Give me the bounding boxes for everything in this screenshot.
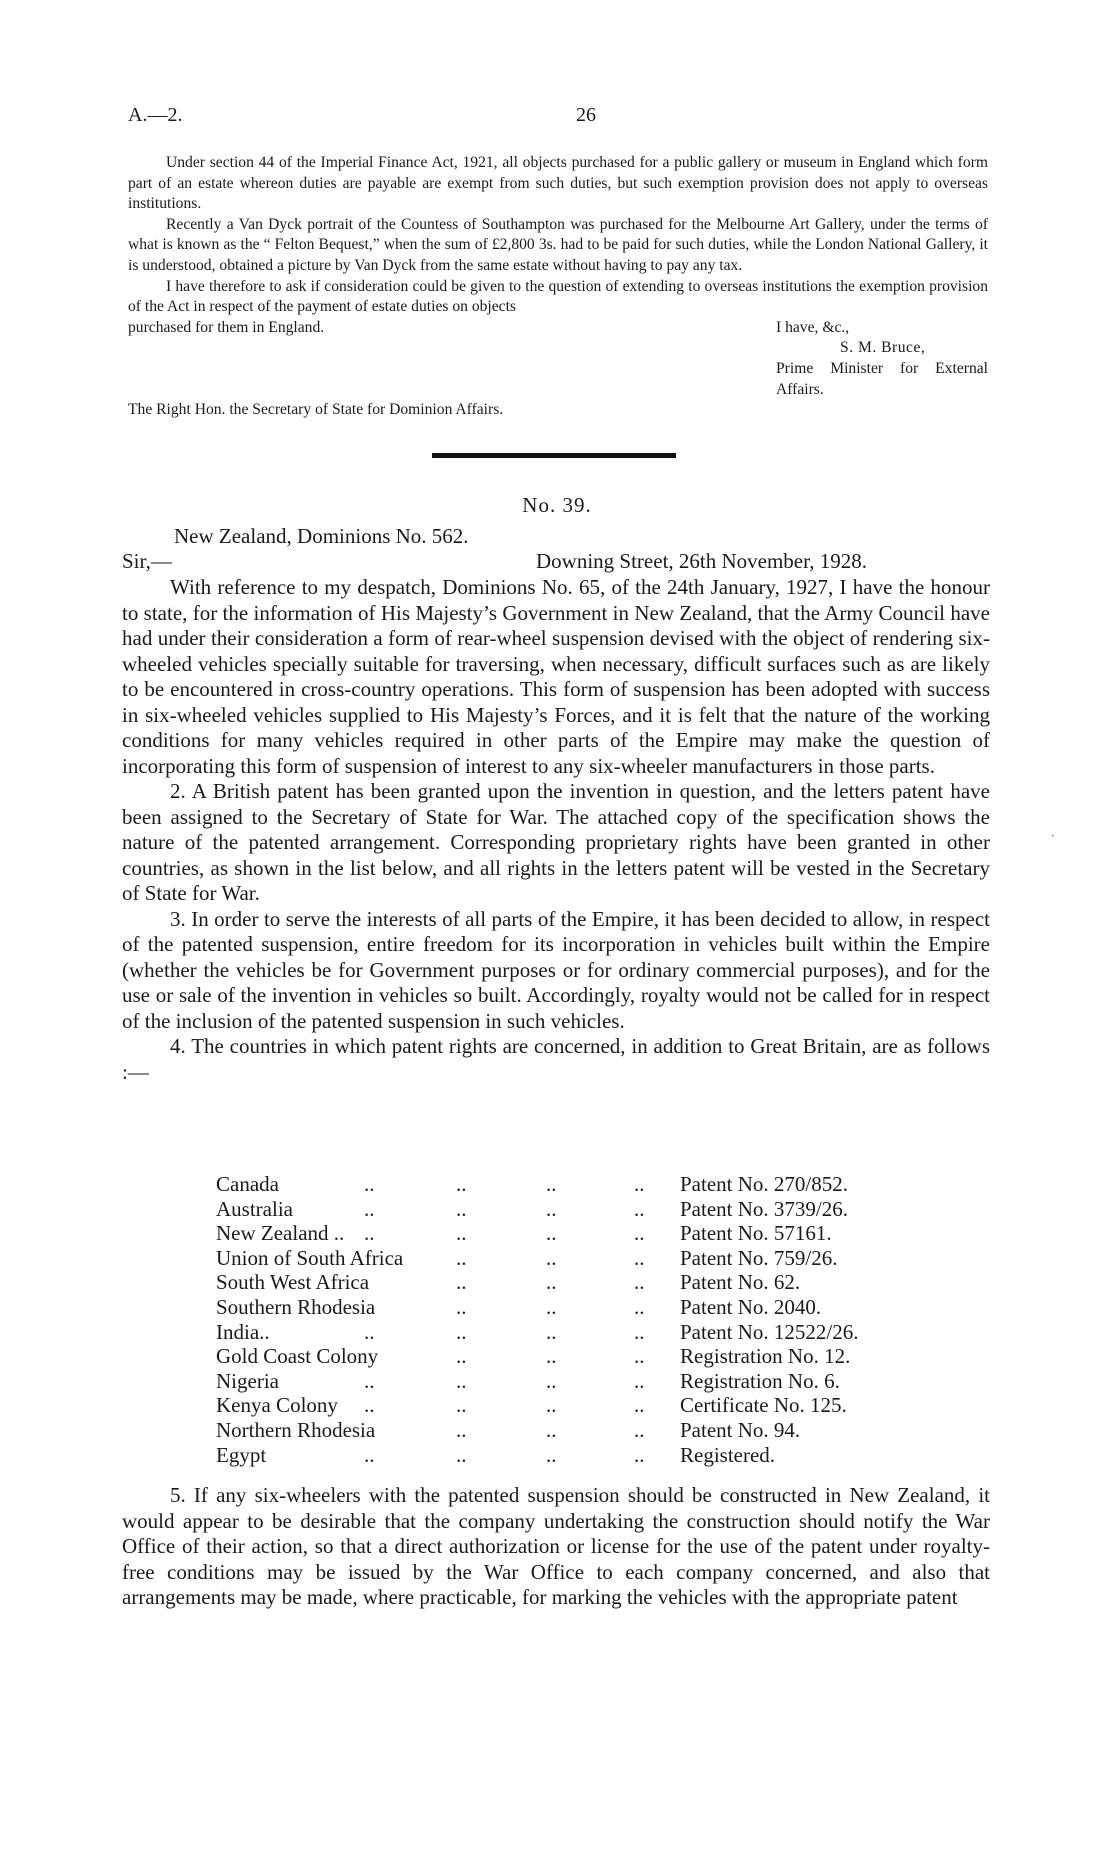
patent-country: Union of South Africa — [216, 1245, 404, 1270]
dot-leader: .. — [546, 1196, 557, 1221]
dot-leader: .. — [546, 1270, 557, 1295]
patent-number: Patent No. 62. — [680, 1270, 801, 1295]
body-paragraph: 4. The countries in which patent rights are concerned, in addition to Great Britain, are as follows :— — [122, 1034, 990, 1084]
patent-country: Australia — [216, 1196, 293, 1221]
dot-leader: .. — [546, 1344, 557, 1369]
dot-leader: .. — [546, 1172, 557, 1196]
patent-number: Registration No. 6. — [680, 1368, 840, 1393]
dot-leader: .. — [456, 1319, 467, 1344]
dot-leader: .. — [546, 1368, 557, 1393]
patent-row — [216, 1320, 936, 1345]
dot-leader: .. — [546, 1221, 557, 1246]
patent-number: Registration No. 12. — [680, 1344, 851, 1369]
dispatch-reference: New Zealand, Dominions No. 562. — [174, 524, 469, 548]
margin-mark: · — [1050, 828, 1056, 845]
dot-leader: .. — [364, 1393, 375, 1418]
salutation: Sir,— — [122, 549, 172, 573]
dot-leader: .. — [456, 1270, 467, 1295]
dot-leader: .. — [456, 1196, 467, 1221]
dot-leader: .. — [634, 1221, 645, 1246]
page-header — [128, 104, 988, 134]
patent-number: Patent No. 12522/26. — [680, 1319, 859, 1344]
dot-leader: .. — [634, 1417, 645, 1442]
dot-leader: .. — [456, 1393, 467, 1418]
dot-leader: .. — [546, 1442, 557, 1467]
document-reference: A.—2. — [128, 104, 183, 126]
dot-leader: .. — [634, 1442, 645, 1467]
dot-leader: .. — [364, 1368, 375, 1393]
patent-country: New Zealand .. — [216, 1221, 345, 1246]
dot-leader: .. — [634, 1319, 645, 1344]
dot-leader: .. — [456, 1344, 467, 1369]
dot-leader: .. — [364, 1221, 375, 1246]
patent-country: Kenya Colony — [216, 1393, 338, 1418]
dispatch-body-continued — [122, 1483, 990, 1611]
patent-country: Nigeria — [216, 1368, 279, 1393]
dot-leader: .. — [456, 1368, 467, 1393]
closing-text: purchased for them in England. — [128, 318, 325, 336]
patent-row — [216, 1344, 936, 1369]
patent-country: Canada — [216, 1172, 279, 1196]
dot-leader: .. — [634, 1344, 645, 1369]
patent-country: Northern Rhodesia — [216, 1417, 376, 1442]
dot-leader: .. — [634, 1270, 645, 1295]
salutation-line — [122, 549, 990, 575]
patent-row — [216, 1172, 936, 1197]
dot-leader: .. — [456, 1172, 467, 1196]
dispatch-date: Downing Street, 26th November, 1928. — [536, 549, 868, 573]
dot-leader: .. — [364, 1196, 375, 1221]
patent-number: Patent No. 57161. — [680, 1221, 832, 1246]
patent-number: Certificate No. 125. — [680, 1393, 847, 1418]
patent-number: Patent No. 94. — [680, 1417, 801, 1442]
letter-paragraph: Under section 44 of the Imperial Finance Act, 1921, all objects purchased for a public gallery or museum in England which form part of an estate whereon duties are payable are exempt from such duties, but such exemption provision does not apply to overseas institutions. — [128, 154, 988, 213]
patent-country: Southern Rhodesia — [216, 1294, 376, 1319]
body-paragraph: 5. If any six-wheelers with the patented suspension should be constructed in New Zealand, it would appear to be desirable that the company undertaking the construction should notify the War Office of their action, so that a direct authorization or license for the use of the patent under royalty-free conditions may be issued by the War Office to each company concerned, and also that arrangements may be made, where practicable, for marking the vehicles with the appropriate patent — [122, 1483, 990, 1609]
patent-row — [216, 1197, 936, 1222]
patent-number: Registered. — [680, 1442, 776, 1467]
patent-number: Patent No. 3739/26. — [680, 1196, 848, 1221]
previous-letter — [128, 153, 988, 421]
dispatch-body — [122, 575, 990, 1085]
letter-paragraph: I have therefore to ask if consideration could be given to the question of extending to overseas institutions the exemption provision of the Act in respect of the payment of estate duties on objects — [128, 277, 988, 316]
dot-leader: .. — [634, 1368, 645, 1393]
dot-leader: .. — [634, 1196, 645, 1221]
signature-title: Prime Minister for External Affairs. — [776, 359, 988, 398]
dot-leader: .. — [456, 1417, 467, 1442]
closing-line — [128, 318, 988, 339]
patent-row — [216, 1443, 936, 1468]
patent-list — [216, 1172, 936, 1467]
letter-paragraph: Recently a Van Dyck portrait of the Countess of Southampton was purchased for the Melbourne Art Gallery, under the terms of what is known as the “ Felton Bequest,” when the sum of £2,800 3s. had to be paid for such duties, while the London National Gallery, it is understood, obtained a picture by Van Dyck from the same estate without having to pay any tax. — [128, 215, 988, 274]
valediction: I have, &c., — [776, 318, 850, 336]
dot-leader: .. — [546, 1319, 557, 1344]
page-number: 26 — [576, 104, 596, 126]
patent-country: Gold Coast Colony — [216, 1344, 379, 1369]
patent-country: South West Africa — [216, 1270, 370, 1295]
dot-leader: .. — [546, 1393, 557, 1418]
dot-leader: .. — [634, 1294, 645, 1319]
body-paragraph: With reference to my despatch, Dominions No. 65, of the 24th January, 1927, I have the honour to state, for the information of His Majesty’s Government in New Zealand, that the Army Council have had under their consideration a form of rear-wheel suspension devised with the object of rendering six-wheeled vehicles specially suitable for traversing, when necessary, difficult surfaces such as are likely to be encountered in cross-country operations. This form of suspension has been adopted with success in six-wheeled vehicles supplied to His Majesty’s Forces, and it is felt that the nature of the working conditions for many vehicles required in other parts of the Empire may make the question of incorporating this form of suspension of interest to any six-wheeler manufacturers in those parts. — [122, 575, 990, 778]
patent-country: India.. — [216, 1319, 270, 1344]
patent-number: Patent No. 759/26. — [680, 1245, 838, 1270]
body-paragraph: 3. In order to serve the interests of all parts of the Empire, it has been decided to allow, in respect of the patented suspension, entire freedom for its incorporation in vehicles built within the Empire (whether the vehicles be for Government purposes or for ordinary commercial purposes), and for the use or sale of the invention in vehicles so built. Accordingly, royalty would not be called for in respect of the inclusion of the patented suspension in such vehicles. — [122, 906, 990, 1033]
dot-leader: .. — [364, 1442, 375, 1467]
addressee: The Right Hon. the Secretary of State for Dominion Affairs. — [128, 401, 504, 419]
patent-row — [216, 1246, 936, 1271]
dot-leader: .. — [364, 1319, 375, 1344]
dot-leader: .. — [546, 1417, 557, 1442]
patent-row — [216, 1369, 936, 1394]
dot-leader: .. — [456, 1442, 467, 1467]
signature-name: S. M. Bruce, — [840, 339, 926, 357]
patent-country: Egypt — [216, 1442, 267, 1467]
dot-leader: .. — [546, 1294, 557, 1319]
patent-row — [216, 1270, 936, 1295]
patent-row — [216, 1295, 936, 1320]
dot-leader: .. — [364, 1172, 375, 1196]
dot-leader: .. — [634, 1172, 645, 1196]
dot-leader: .. — [456, 1221, 467, 1246]
dispatch-title: No. 39. — [522, 493, 592, 517]
dot-leader: .. — [634, 1245, 645, 1270]
dot-leader: .. — [456, 1245, 467, 1270]
dot-leader: .. — [634, 1393, 645, 1418]
patent-row — [216, 1418, 936, 1443]
dot-leader: .. — [546, 1245, 557, 1270]
patent-row — [216, 1221, 936, 1246]
dot-leader: .. — [456, 1294, 467, 1319]
patent-number: Patent No. 270/852. — [680, 1172, 848, 1196]
body-paragraph: 2. A British patent has been granted upon the invention in question, and the letters patent have been assigned to the Secretary of State for War. The attached copy of the specification shows the nature of the patented arrangement. Corresponding proprietary rights have been granted in other countries, as shown in the list below, and all rights in the letters patent will be vested in the Secretary of State for War. — [122, 779, 990, 905]
patent-row — [216, 1393, 936, 1418]
patent-number: Patent No. 2040. — [680, 1294, 822, 1319]
section-divider — [432, 453, 676, 458]
